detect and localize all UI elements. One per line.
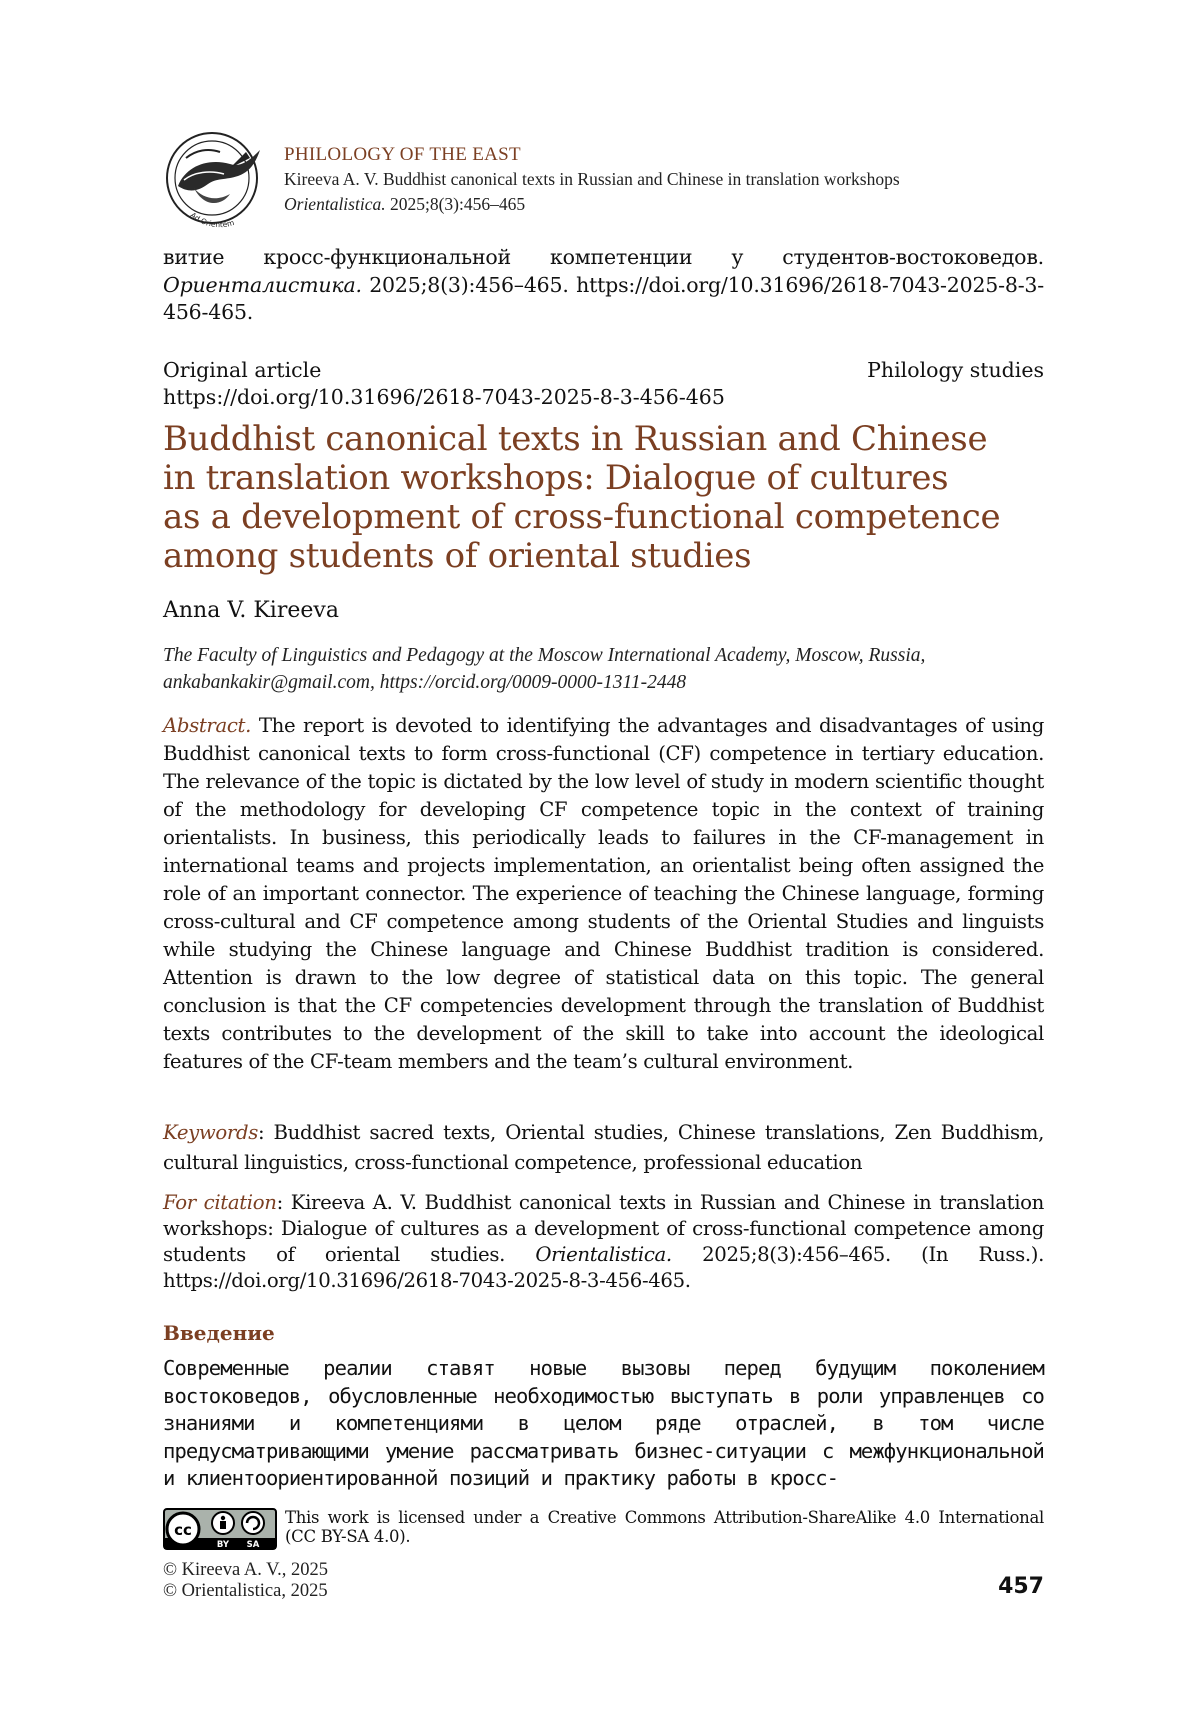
license-block [163, 1508, 1044, 1550]
cc-label: cc [174, 1521, 192, 1539]
abstract-label: Abstract. [163, 714, 252, 737]
journal-name: Orientalistica. [284, 194, 386, 214]
abstract-text: The report is devoted to identifying the advantages and disadvantages of using Buddhist canonical texts to form cross-functional (CF) competence in tertiary education. The relevance of the topic is dictated by the low level of study in modern scientific thought of the methodology for developing CF competence topic in the context of training orientalists. In business, this periodically leads to failures in the CF-management in international teams and projects implementation, an orientalist being often assigned the role of an important connector. The experience of teaching the Chinese language, forming cross-cultural and CF competence among students of the Oriental Studies and linguists while studying the Chinese language and Chinese Buddhist tradition is considered. Attention is drawn to the low degree of statistical data on this topic. The general conclusion is that the CF competencies development through the translation of Buddhist texts contributes to the development of the skill to take into account the ideological features of the CF-team members and the team’s cultural environment. [163, 714, 1044, 1073]
title-line: as a development of cross-functional competence [163, 497, 1001, 537]
copyright-journal: © Orientalistica, 2025 [163, 1581, 328, 1601]
running-header [284, 143, 1064, 217]
copyright-author: © Kireeva A. V., 2025 [163, 1560, 328, 1580]
article-doi[interactable]: https://doi.org/10.31696/2618-7043-2025-8-3-456-465 [163, 385, 725, 409]
citation-journal: Orientalistica. [535, 1243, 672, 1266]
citation-label: For citation [163, 1191, 277, 1214]
title-line: among students of oriental studies [163, 536, 752, 576]
prev-citation-text: витие кросс-функциональной компетенции у студентов-востоковедов. [163, 245, 1044, 269]
copyright [163, 1560, 328, 1602]
page-number: 457 [998, 1574, 1044, 1599]
logo-arc-text: Ad Orientem [188, 210, 236, 228]
article-title [163, 420, 1044, 576]
section-heading: Введение [163, 1321, 275, 1345]
keywords [163, 1118, 1044, 1178]
license-text: This work is licensed under a Creative Commons Attribution-ShareAlike 4.0 International (CC BY-SA 4.0). [285, 1508, 1044, 1546]
intro-paragraph: Современные реалии ставят новые вызовы перед будущим поколением востоковедов, обусловленные необходимостью выступать в роли управленцев со знаниями и компетенциями в целом ряде отраслей, в том числе предусматривающими умение рассматривать бизнес-ситуации с межфункциональной и клиентоориентированной позиций и практику работы в кросс- [163, 1356, 1044, 1490]
article-section: Philology studies [867, 358, 1044, 382]
citation-text: : Kireeva A. V. Buddhist canonical texts in Russian and Chinese in translation workshops: Dialogue of cultures as a development of cross-functional competence among students of oriental studies. [163, 1191, 1044, 1266]
keywords-label: Keywords [163, 1121, 258, 1144]
series-title: PHILOLOGY OF THE EAST [284, 144, 521, 165]
for-citation [163, 1190, 1044, 1294]
article-type: Original article [163, 358, 322, 382]
prev-citation-journal: Ориенталистика. [163, 272, 362, 297]
keywords-text: : Buddhist sacred texts, Oriental studies, Chinese translations, Zen Buddhism, cultural linguistics, cross-functional competence, professional education [163, 1121, 1044, 1174]
cc-by-sa-icon[interactable] [163, 1508, 277, 1550]
sa-label: SA [246, 1540, 260, 1550]
title-line: Buddhist canonical texts in Russian and Chinese [163, 419, 988, 459]
previous-citation [163, 244, 1044, 327]
title-line: in translation workshops: Dialogue of cultures [163, 458, 949, 498]
article-meta [163, 357, 1044, 411]
author-name: Anna V. Kireeva [163, 598, 339, 623]
affiliation: The Faculty of Linguistics and Pedagogy at the Moscow International Academy, Moscow, Russia, ankabankakir@gmail.com, https://orcid.org/0009-0000-1311-2448 [163, 645, 926, 693]
by-label: BY [216, 1540, 230, 1550]
prev-citation-rest: 2025;8(3):456–465. https://doi.org/10.31696/2618-7043-2025-8-3-456-465. [163, 272, 1044, 324]
journal-issue [284, 192, 1064, 217]
journal-logo [160, 128, 272, 228]
svg-text:Ad Orientem [189, 211, 236, 228]
running-title: Kireeva A. V. Buddhist canonical texts in Russian and Chinese in translation workshops [284, 169, 900, 189]
abstract [163, 712, 1044, 1076]
issue-info: 2025;8(3):456–465 [385, 194, 526, 214]
citation-tail: 2025;8(3):456–465. (In Russ.). https://doi.org/10.31696/2618-7043-2025-8-3-456-465. [163, 1243, 1044, 1292]
